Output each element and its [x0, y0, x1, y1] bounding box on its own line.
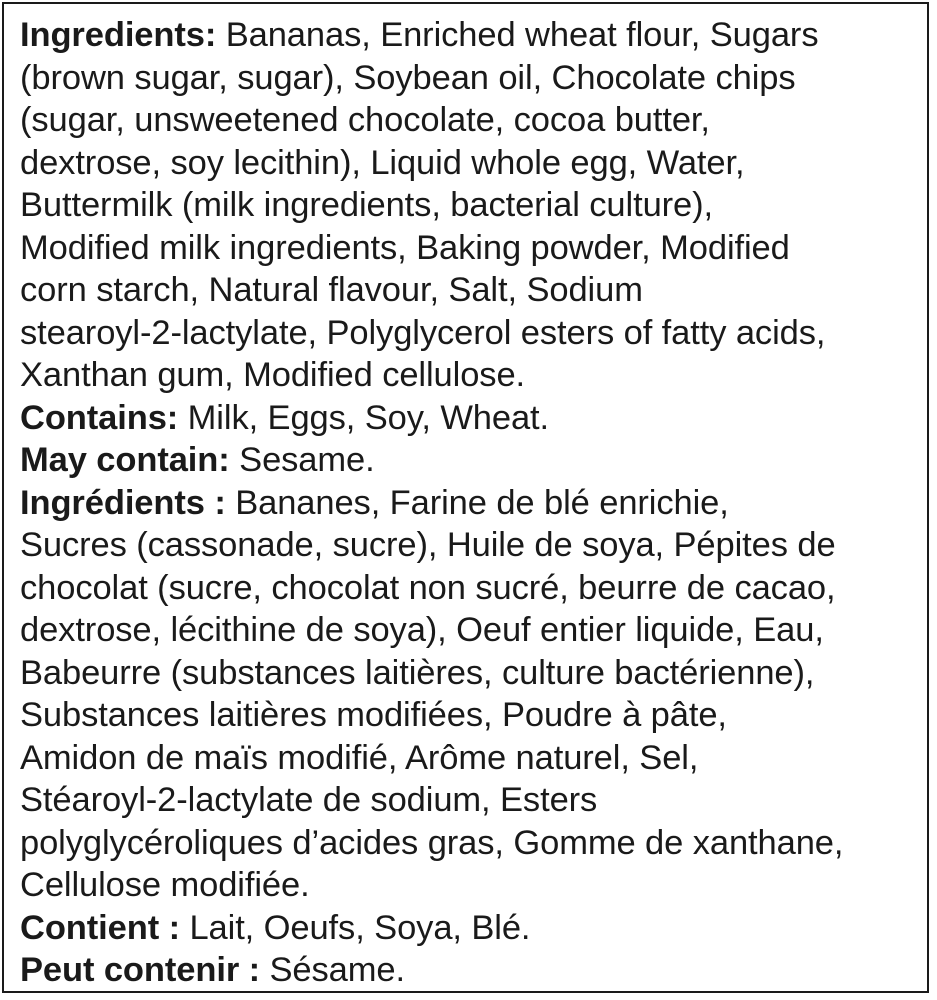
text-line	[20, 142, 920, 185]
text-line	[20, 609, 920, 652]
line-text: Stéaroyl-2-lactylate de sodium, Esters	[20, 781, 598, 819]
text-line	[20, 482, 920, 525]
line-text: Milk, Eggs, Soy, Wheat.	[178, 398, 550, 437]
text-line	[20, 354, 920, 397]
line-text: Xanthan gum, Modified cellulose.	[20, 356, 526, 394]
text-line	[20, 567, 920, 610]
line-text: Sésame.	[260, 951, 405, 989]
text-line	[20, 57, 920, 100]
text-line	[20, 864, 920, 907]
section-heading-contains-fr: Contient :	[20, 908, 180, 947]
ingredients-label-panel	[2, 2, 929, 993]
text-line	[20, 737, 920, 780]
text-line	[20, 397, 920, 440]
text-line	[20, 312, 920, 355]
line-text: (sugar, unsweetened chocolate, cocoa butter,	[20, 101, 710, 139]
line-text: Amidon de maïs modifié, Arôme naturel, Sel,	[20, 738, 699, 777]
text-line	[20, 227, 920, 270]
text-line	[20, 184, 920, 227]
text-line	[20, 652, 920, 695]
text-line	[20, 99, 920, 142]
line-text: Lait, Oeufs, Soya, Blé.	[179, 908, 531, 947]
ingredients-text-block	[20, 14, 920, 992]
line-text: Substances laitières modifiées, Poudre à pâte,	[20, 696, 727, 734]
line-text: Sesame.	[229, 441, 375, 479]
section-heading-ingredients-fr: Ingrédients :	[20, 483, 226, 522]
line-text: polyglycéroliques d’acides gras, Gomme de xanthane,	[20, 823, 844, 862]
text-line	[20, 949, 920, 992]
text-line	[20, 779, 920, 822]
line-text: dextrose, lécithine de soya), Oeuf entier liquide, Eau,	[20, 611, 824, 649]
line-text: Buttermilk (milk ingredients, bacterial culture),	[20, 186, 714, 224]
line-text: dextrose, soy lecithin), Liquid whole egg, Water,	[20, 143, 745, 182]
section-heading-ingredients-en: Ingredients:	[20, 16, 217, 54]
text-line	[20, 14, 920, 57]
section-heading-contains-en: Contains:	[20, 398, 179, 437]
text-line	[20, 524, 920, 567]
line-text: (brown sugar, sugar), Soybean oil, Chocolate chips	[20, 58, 796, 97]
section-heading-may-contain-fr: Peut contenir :	[20, 951, 261, 989]
line-text: Sucres (cassonade, sucre), Huile de soya, Pépites de	[20, 526, 836, 564]
line-text: corn starch, Natural flavour, Salt, Sodium	[20, 271, 643, 309]
line-text: Cellulose modifiée.	[20, 866, 310, 904]
section-heading-may-contain-en: May contain:	[20, 441, 230, 479]
text-line	[20, 907, 920, 950]
line-text: Modified milk ingredients, Baking powder, Modified	[20, 228, 790, 267]
text-line	[20, 269, 920, 312]
line-text: stearoyl-2-lactylate, Polyglycerol esters of fatty acids,	[20, 313, 826, 352]
text-line	[20, 439, 920, 482]
line-text: Bananes, Farine de blé enrichie,	[225, 483, 729, 522]
line-text: chocolat (sucre, chocolat non sucré, beurre de cacao,	[20, 568, 836, 607]
text-line	[20, 822, 920, 865]
line-text: Bananas, Enriched wheat flour, Sugars	[216, 16, 819, 54]
text-line	[20, 694, 920, 737]
line-text: Babeurre (substances laitières, culture bactérienne),	[20, 653, 815, 692]
